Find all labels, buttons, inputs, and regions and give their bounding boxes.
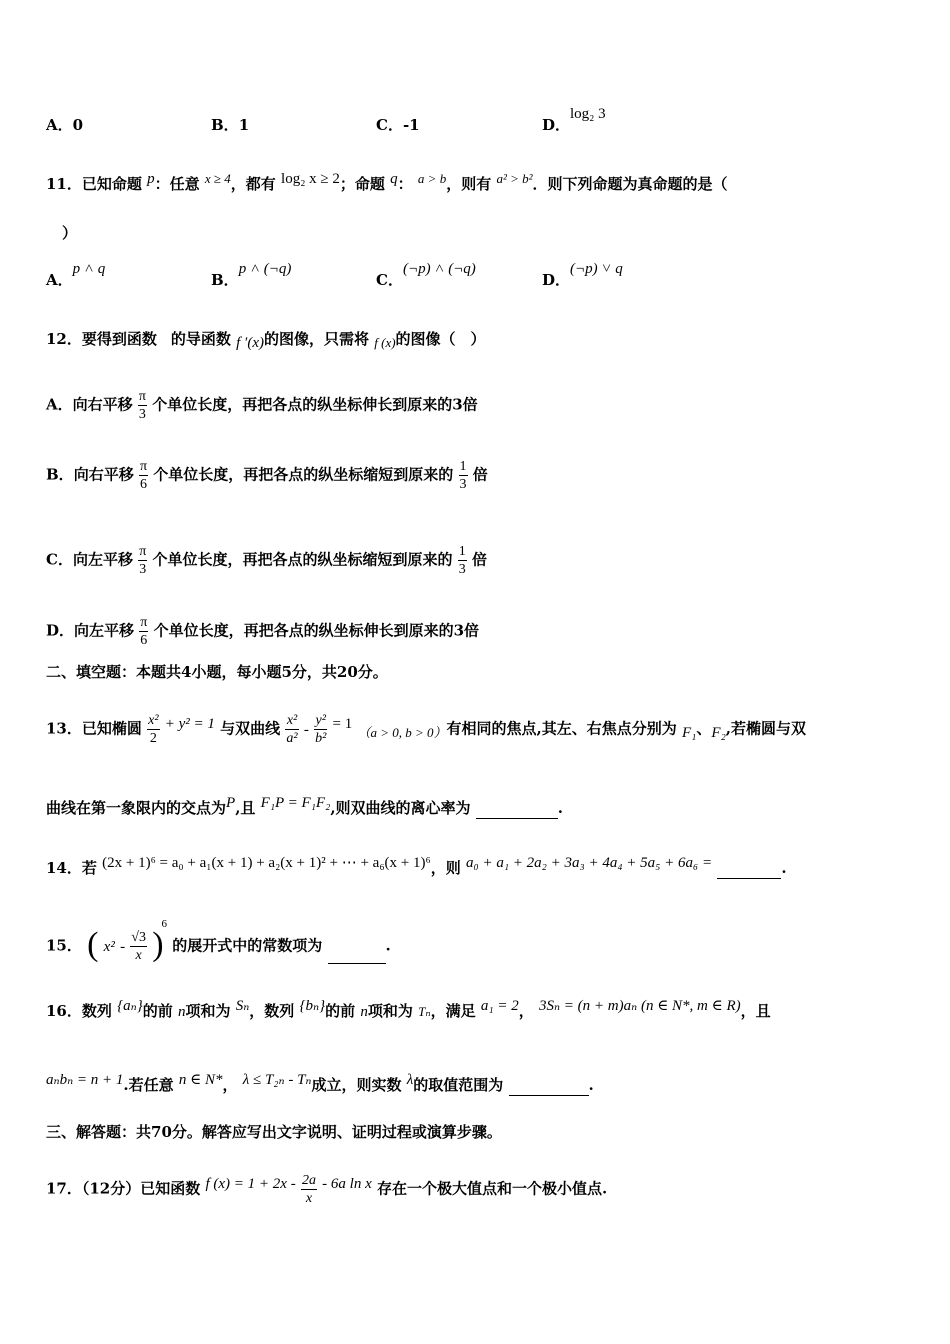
answer-blank[interactable] — [717, 862, 781, 879]
q12-stem: 12．要得到函数 的导函数 f ′(x)的图像，只需将 f (x)的图像（ ） — [46, 330, 486, 351]
section-heading-solutions: 三、解答题：共70分。解答应写出文字说明、证明过程或演算步骤。 — [46, 1123, 502, 1141]
q11-stem: 11．已知命题 p：任意 x ≥ 4，都有 log₂ x ≥ 2；命题 q： a > b，则有 a² > b²．则下列命题为真命题的是（ — [46, 171, 728, 193]
fraction: $\frac{\pi}{6}$ — [140, 615, 148, 648]
answer-blank[interactable] — [476, 802, 558, 819]
q11-option-a: A．p ˄ q — [46, 261, 106, 289]
fraction: $\frac{\pi}{3}$ — [139, 544, 147, 577]
fraction: $\frac{\pi}{3}$ — [138, 389, 146, 422]
q13-stem-continued: 曲线在第一象限内的交点为P,且 F₁P = F₁F₂,则双曲线的离心率为 . — [46, 795, 564, 817]
fraction: $\frac{\text{x²}}{2}$ — [148, 713, 159, 746]
q16-stem-continued: aₙbₙ = n + 1.若任意 n ∈ N*， λ ≤ T₂ₙ - Tₙ成立，则实数 λ的取值范围为 . — [46, 1072, 594, 1094]
fraction: $\frac{\pi}{6}$ — [139, 459, 148, 492]
q16-stem: 16．数列 {aₙ}的前 n项和为 Sₙ，数列 {bₙ}的前 n项和为 Tₙ，满足 a₁ = 2， 3Sₙ = (n + m)aₙ (n ∈ N*, m ∈ R)，且 — [46, 998, 771, 1020]
section-heading-fill-in: 二、填空题：本题共4小题，每小题5分，共20分。 — [46, 663, 388, 681]
q11-option-c: C．(¬p) ˄ (¬q) — [376, 261, 476, 289]
answer-blank[interactable] — [509, 1079, 589, 1096]
q15-stem: 15． ( x² - $\frac{√3}{x}$ )$^6$ 的展开式中的常数项为 . — [46, 917, 391, 963]
q10-option-c: C．-1 — [376, 116, 420, 134]
q10-option-b: B．1 — [211, 116, 250, 134]
q12-option-b: B．向右平移 $\frac{\pi}{6}$ 个单位长度，再把各点的纵坐标缩短到原来的 $\frac{1}{3}$ 倍 — [46, 459, 488, 492]
q17-stem: 17．（12分）已知函数 f (x) = 1 + 2x - $\frac{2a}{x}$ - 6a ln x 存在一个极大值点和一个极小值点. — [46, 1173, 608, 1206]
q12-option-c: C．向左平移 $\frac{\pi}{3}$ 个单位长度，再把各点的纵坐标缩短到原来的 $\frac{1}{3}$ 倍 — [46, 544, 488, 577]
q10-option-d: D．log₂ 3 — [542, 106, 606, 134]
q10-option-a: A．0 — [46, 116, 84, 134]
q12-option-a: A．向右平移 $\frac{\pi}{3}$ 个单位长度，再把各点的纵坐标伸长到原来的3倍 — [46, 389, 478, 422]
q13-stem: 13．已知椭圆 $\frac{\text{x²}}{2}$ + y² = 1 与双曲线 $\frac{\text{x²}}{\text{a²}}$ - $\frac{\text{y²}}{\text{b²}}$ = 1 （a > 0, b > 0）有相同的焦点,其左、右焦点分别为 F₁、F₂,若椭圆与双 — [46, 713, 807, 746]
fraction: $\frac{\text{y²}}{\text{b²}}$ — [315, 713, 327, 746]
fraction: $\frac{√3}{x}$ — [131, 930, 146, 963]
q11-stem-close: ） — [62, 224, 78, 242]
fraction: $\frac{1}{3}$ — [458, 544, 466, 577]
q12-option-d: D．向左平移 $\frac{\pi}{6}$ 个单位长度，再把各点的纵坐标伸长到原来的3倍 — [46, 615, 480, 648]
fraction: $\frac{1}{3}$ — [459, 459, 467, 492]
fraction: $\frac{2a}{x}$ — [301, 1173, 316, 1206]
fraction: $\frac{\text{x²}}{\text{a²}}$ — [286, 713, 298, 746]
q11-option-b: B．p ˄ (¬q) — [211, 261, 292, 289]
q11-option-d: D．(¬p) ˅ q — [542, 261, 623, 289]
q14-stem: 14．若 (2x + 1)⁶ = a₀ + a₁(x + 1) + a₂(x + 1)² + ⋯ + a₆(x + 1)⁶，则 a₀ + a₁ + 2a₂ + 3a₃ + 4a₄ + 5a₅ + 6a₆ = . — [46, 855, 787, 877]
answer-blank[interactable] — [328, 947, 386, 964]
